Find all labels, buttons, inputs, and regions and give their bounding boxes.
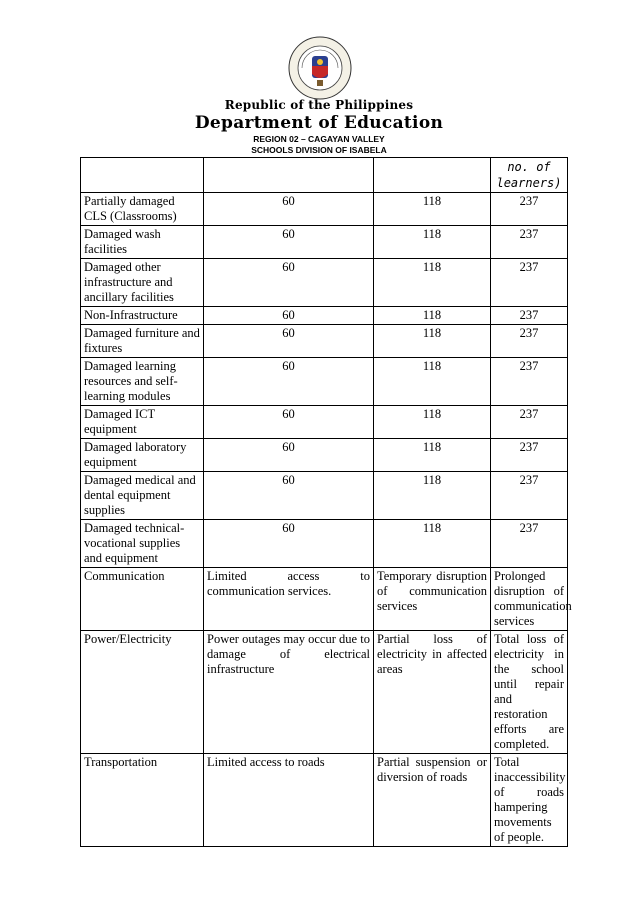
row-label: Damaged medical and dental equipment supplies xyxy=(81,472,204,520)
row-label: Partially damaged CLS (Classrooms) xyxy=(81,193,204,226)
value-cell: 118 xyxy=(374,259,491,307)
value-cell: 237 xyxy=(491,520,568,568)
value-cell: 60 xyxy=(204,193,374,226)
description-cell: Partial suspension or diversion of roads xyxy=(374,754,491,847)
table-row xyxy=(81,325,568,358)
row-label: Damaged laboratory equipment xyxy=(81,439,204,472)
learners-note-cell xyxy=(491,158,568,193)
value-cell: 118 xyxy=(374,439,491,472)
description-cell: Prolonged disruption of communication services xyxy=(491,568,568,631)
value-cell: 237 xyxy=(491,325,568,358)
value-cell: 60 xyxy=(204,472,374,520)
value-cell: 237 xyxy=(491,472,568,520)
value-cell: 237 xyxy=(491,406,568,439)
value-cell: 60 xyxy=(204,406,374,439)
description-cell: Total loss of electricity in the school until repair and restoration efforts are completed. xyxy=(491,631,568,754)
value-cell: 118 xyxy=(374,307,491,325)
table-row xyxy=(81,439,568,472)
description-cell: Temporary disruption of communication services xyxy=(374,568,491,631)
table-row xyxy=(81,259,568,307)
value-cell: 237 xyxy=(491,259,568,307)
description-cell: Partial loss of electricity in affected areas xyxy=(374,631,491,754)
learners-note-line: learners) xyxy=(496,176,562,190)
table-row xyxy=(81,193,568,226)
learners-note-line: no. of xyxy=(507,160,551,174)
value-cell: 237 xyxy=(491,226,568,259)
deped-seal-icon xyxy=(288,36,352,100)
value-cell: 118 xyxy=(374,226,491,259)
value-cell: 118 xyxy=(374,193,491,226)
table-row xyxy=(81,568,568,631)
description-cell: Limited access to roads xyxy=(204,754,374,847)
row-label: Transportation xyxy=(81,754,204,847)
value-cell: 60 xyxy=(204,226,374,259)
republic-title: Republic of the Philippines xyxy=(224,98,414,112)
risk-table xyxy=(80,157,572,847)
row-label: Power/Electricity xyxy=(81,631,204,754)
table-row xyxy=(81,307,568,325)
table-header-row xyxy=(81,158,568,193)
value-cell: 118 xyxy=(374,358,491,406)
table-row xyxy=(81,226,568,259)
table-row xyxy=(81,406,568,439)
value-cell: 60 xyxy=(204,358,374,406)
row-label: Damaged furniture and fixtures xyxy=(81,325,204,358)
value-cell: 60 xyxy=(204,439,374,472)
row-label: Damaged wash facilities xyxy=(81,226,204,259)
division-label: SCHOOLS DIVISION OF ISABELA xyxy=(251,145,387,155)
description-cell: Limited access to communication services. xyxy=(204,568,374,631)
row-label: Damaged other infrastructure and ancillary facilities xyxy=(81,259,204,307)
value-cell: 237 xyxy=(491,307,568,325)
value-cell: 118 xyxy=(374,520,491,568)
value-cell: 237 xyxy=(491,439,568,472)
value-cell: 118 xyxy=(374,406,491,439)
value-cell: 237 xyxy=(491,193,568,226)
row-label: Damaged learning resources and self-learning modules xyxy=(81,358,204,406)
description-cell: Total inaccessibility of roads hampering movements of people. xyxy=(491,754,568,847)
table-row xyxy=(81,472,568,520)
department-title: Department of Education xyxy=(194,113,444,133)
table-row xyxy=(81,754,568,847)
row-label: Communication xyxy=(81,568,204,631)
row-label: Damaged ICT equipment xyxy=(81,406,204,439)
table-row xyxy=(81,631,568,754)
value-cell: 60 xyxy=(204,259,374,307)
row-label: Non-Infrastructure xyxy=(81,307,204,325)
table-row xyxy=(81,358,568,406)
value-cell: 60 xyxy=(204,307,374,325)
value-cell: 60 xyxy=(204,520,374,568)
description-cell: Power outages may occur due to damage of electrical infrastructure xyxy=(204,631,374,754)
value-cell: 237 xyxy=(491,358,568,406)
table-row xyxy=(81,520,568,568)
row-label: Damaged technical-vocational supplies and equipment xyxy=(81,520,204,568)
value-cell: 118 xyxy=(374,472,491,520)
region-label: REGION 02 – CAGAYAN VALLEY xyxy=(253,134,385,144)
value-cell: 118 xyxy=(374,325,491,358)
value-cell: 60 xyxy=(204,325,374,358)
